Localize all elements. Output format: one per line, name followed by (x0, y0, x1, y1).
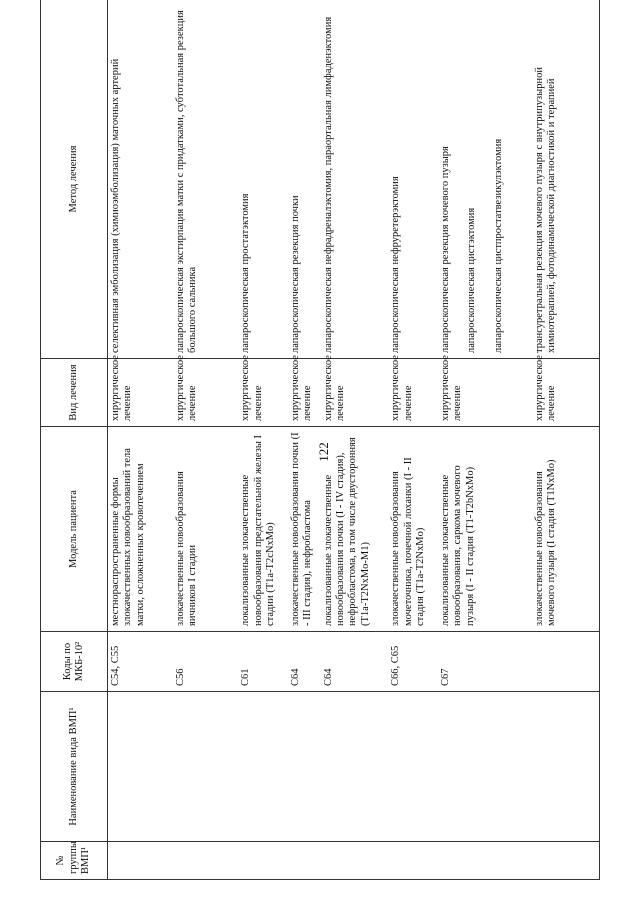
cell-treatment-method (321, 0, 389, 359)
cell-patient-model: злокачественные новообразования мочевого пузыря (I стадия (T1NxMo) (532, 427, 600, 632)
cell-treatment-type: хирургическое лечение (438, 359, 532, 427)
treatment-method-item: лапароскопическая нефрадреналэктомия, параортальная лимфаденэктомия (322, 16, 334, 353)
table-row (238, 0, 288, 880)
cell-treatment-method (173, 0, 238, 359)
header-treatment-type: Вид лечения (41, 359, 108, 427)
treatment-method-item: лапароскопическая простатэктомия (240, 193, 252, 353)
cell-patient-model: злокачественные новообразования мочеточника, почечной лоханки (I - II стадия (T1a-T2NxMo) (388, 427, 438, 632)
treatment-method-item: трансуретральная резекция мочевого пузыря с внутрипузырной химиотерапией, фотодинамической диагностикой и терапией (533, 67, 558, 353)
table-row (288, 0, 320, 880)
treatment-method-item: лапароскопическая резекция мочевого пузыря (439, 146, 451, 353)
header-treatment-method: Метод лечения (41, 0, 108, 359)
page-number: 122 (316, 442, 331, 462)
cell-icd-codes: С61 (238, 632, 288, 692)
cell-treatment-method (238, 0, 288, 359)
cell-icd-codes: С64 (288, 632, 320, 692)
cell-vmp-name (532, 692, 600, 842)
cell-treatment-type: хирургическое лечение (108, 359, 173, 427)
cell-patient-model: местнораспространенные формы злокачественных новообразований тела матки, осложненных кровотечением (108, 427, 173, 632)
cell-group-number (173, 842, 238, 880)
header-icd-codes: Коды по МКБ-10² (41, 632, 108, 692)
treatment-method-item: лапароскопическая цистпростатвезикулэктомия (492, 138, 504, 353)
cell-group-number (532, 842, 600, 880)
treatment-method-item: селективная эмболизация (химиоэмболизация) маточных артерий (110, 58, 121, 353)
cell-treatment-method (288, 0, 320, 359)
treatment-method-item: лапароскопическая нефруретерэктомия (390, 176, 402, 353)
cell-vmp-name (288, 692, 320, 842)
cell-icd-codes: С66, С65 (388, 632, 438, 692)
cell-treatment-method (388, 0, 438, 359)
cell-vmp-name (388, 692, 438, 842)
cell-treatment-method (108, 0, 173, 359)
cell-group-number (288, 842, 320, 880)
cell-group-number (108, 842, 173, 880)
cell-icd-codes (532, 632, 600, 692)
table-row (108, 0, 173, 880)
cell-icd-codes: С67 (438, 632, 532, 692)
cell-patient-model: злокачественные новообразования яичников I стадии (173, 427, 238, 632)
cell-vmp-name (173, 692, 238, 842)
cell-icd-codes: С54, С55 (108, 632, 173, 692)
cell-vmp-name (321, 692, 389, 842)
table-row (173, 0, 238, 880)
table-body (108, 0, 600, 880)
rotated-page-content (40, 0, 600, 880)
table-row (438, 0, 532, 880)
cell-treatment-type: хирургическое лечение (388, 359, 438, 427)
cell-treatment-method (438, 0, 532, 359)
cell-treatment-method (532, 0, 600, 359)
header-vmp-name: Наименование вида ВМП¹ (41, 692, 108, 842)
table-header-row (41, 0, 108, 880)
table-row (532, 0, 600, 880)
cell-vmp-name (108, 692, 173, 842)
cell-icd-codes: С64 (321, 632, 389, 692)
cell-treatment-type: хирургическое лечение (321, 359, 389, 427)
table-row (388, 0, 438, 880)
header-group-number: № группы ВМП¹ (41, 842, 108, 880)
cell-treatment-type: хирургическое лечение (238, 359, 288, 427)
cell-patient-model: локализованные злокачественные новообразования почки (I - IV стадия), нефробластома, в том числе двусторонняя (T1a-T2NxMo-M1) (321, 427, 389, 632)
header-patient-model: Модель пациента (41, 427, 108, 632)
cell-treatment-type: хирургическое лечение (532, 359, 600, 427)
treatment-method-item: лапароскопическая резекция почки (290, 195, 302, 353)
table-row (321, 0, 389, 880)
cell-icd-codes: С56 (173, 632, 238, 692)
cell-group-number (238, 842, 288, 880)
vmp-table (40, 0, 600, 880)
cell-treatment-type: хирургическое лечение (288, 359, 320, 427)
cell-patient-model: локализованные злокачественные новообразования предстательной железы I стадии (T1a-T2cNxMo) (238, 427, 288, 632)
cell-vmp-name (238, 692, 288, 842)
cell-group-number (388, 842, 438, 880)
cell-patient-model: локализованные злокачественные новообразования, саркома мочевого пузыря (I - II стадия (T1-T2bNxMo) (438, 427, 532, 632)
cell-patient-model: злокачественные новообразования почки (I - III стадия), нефробластома (288, 427, 320, 632)
cell-group-number (321, 842, 389, 880)
cell-group-number (438, 842, 532, 880)
treatment-method-item: лапароскопическая цистэктомия (466, 207, 478, 353)
treatment-method-item: лапароскопическая экстирпация матки с придатками, субтотальная резекция большого сальника (174, 10, 199, 353)
cell-vmp-name (438, 692, 532, 842)
cell-treatment-type: хирургическое лечение (173, 359, 238, 427)
